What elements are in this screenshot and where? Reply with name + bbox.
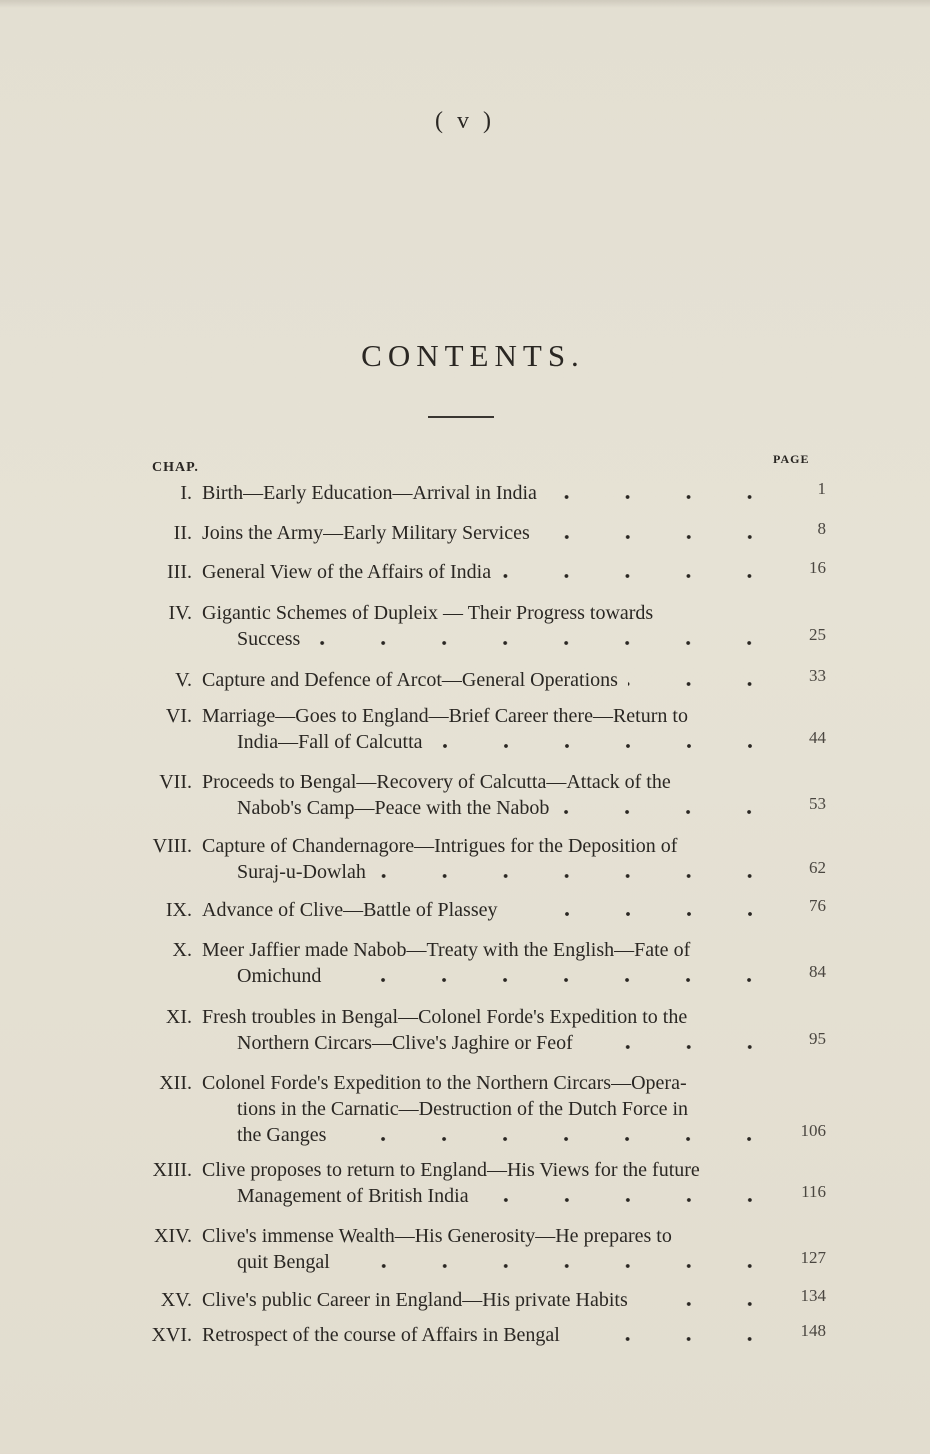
chapter-number: XIV. <box>154 1225 192 1247</box>
dot-leader <box>479 1183 780 1209</box>
page-number: 76 <box>809 896 826 915</box>
chapter-number: XVI. <box>151 1324 192 1346</box>
dot-leader <box>336 1122 780 1148</box>
chapter-title-text: Fresh troubles in Bengal—Colonel Forde's Expedition to the <box>202 1006 688 1028</box>
chapter-title-line <box>202 667 780 693</box>
chapter-title-line <box>237 1096 780 1122</box>
dot-leader <box>559 795 780 821</box>
chapter-title-text: Clive's public Career in England—His private Habits <box>202 1289 628 1311</box>
chapter-number: XII. <box>159 1072 192 1094</box>
chapter-number: III. <box>167 561 192 583</box>
chapter-number: XV. <box>160 1289 192 1311</box>
dot-leader <box>628 667 780 693</box>
page-number: 1 <box>817 479 826 498</box>
page-number: 8 <box>817 519 826 538</box>
dot-leader <box>310 626 780 652</box>
chapter-title-line <box>237 1183 780 1209</box>
chap-column-header: CHAP. <box>152 460 199 475</box>
chapter-title-text: General View of the Affairs of India <box>202 561 492 583</box>
chapter-title-text: Management of British India <box>237 1185 469 1207</box>
chapter-title-line <box>202 520 780 546</box>
chapter-number: V. <box>175 669 192 691</box>
chapter-title-line <box>237 859 780 885</box>
chapter-title-line <box>202 1157 780 1183</box>
page-number: 116 <box>801 1182 826 1201</box>
chapter-number: X. <box>172 939 192 961</box>
chapter-title-text: Retrospect of the course of Affairs in Bengal <box>202 1324 560 1346</box>
chapter-number: II. <box>173 522 192 544</box>
chapter-title-line <box>237 1030 780 1056</box>
page-number: 148 <box>800 1321 826 1340</box>
chapter-title-text: tions in the Carnatic—Destruction of the Dutch Force in <box>237 1098 689 1120</box>
chapter-title-line <box>202 1322 780 1348</box>
chapter-title-line <box>202 1070 780 1096</box>
dot-leader <box>331 963 780 989</box>
chapter-title-text: Northern Circars—Clive's Jaghire or Feof <box>237 1032 573 1054</box>
dot-leader <box>540 520 780 546</box>
chapter-number: I. <box>180 482 192 504</box>
chapter-title-text: Nabob's Camp—Peace with the Nabob <box>237 797 550 819</box>
chapter-title-line <box>202 559 780 585</box>
chapter-title-line <box>202 1287 780 1313</box>
chapter-title-line <box>202 1004 780 1030</box>
chapter-title-text: Colonel Forde's Expedition to the Northern Circars—Opera- <box>202 1072 687 1094</box>
page-number: 134 <box>800 1286 826 1305</box>
chapter-number: XIII. <box>152 1159 192 1181</box>
page-number: 127 <box>800 1248 826 1267</box>
page-number: 84 <box>809 962 826 981</box>
chapter-title-line <box>202 897 780 923</box>
dot-leader <box>376 859 780 885</box>
chapter-title-line <box>202 1223 780 1249</box>
chapter-title-line <box>237 1122 780 1148</box>
chapter-title-text: Joins the Army—Early Military Services <box>202 522 530 544</box>
chapter-title-line <box>202 600 780 626</box>
dot-leader <box>508 897 781 923</box>
chapter-title-text: Success <box>237 628 301 650</box>
page-number: 95 <box>809 1029 826 1048</box>
dot-leader <box>501 559 780 585</box>
chapter-title-line <box>202 937 780 963</box>
chapter-number: VIII. <box>152 835 192 857</box>
chapter-title-line <box>202 480 780 506</box>
chapter-title-text: Omichund <box>237 965 322 987</box>
page-number: 25 <box>809 625 826 644</box>
chapter-title-line <box>237 626 780 652</box>
chapter-title-line <box>237 1249 780 1275</box>
chapter-title-line <box>237 729 780 755</box>
chapter-title-text: Proceeds to Bengal—Recovery of Calcutta—Attack of the <box>202 771 671 793</box>
page-folio: ( v ) <box>435 108 495 134</box>
page-number: 62 <box>809 858 826 877</box>
page-number: 44 <box>809 728 826 747</box>
chapter-title-line <box>237 963 780 989</box>
dot-leader <box>638 1287 780 1313</box>
chapter-number: IV. <box>168 602 192 624</box>
chapter-title-text: Clive's immense Wealth—His Generosity—He prepares to <box>202 1225 672 1247</box>
chapter-number: VI. <box>165 705 192 727</box>
chapter-title-text: the Ganges <box>237 1124 327 1146</box>
page-number: 16 <box>809 558 826 577</box>
chapter-title-text: Birth—Early Education—Arrival in India <box>202 482 537 504</box>
chapter-number: XI. <box>165 1006 192 1028</box>
chapter-number: IX. <box>165 899 192 921</box>
page-number: 33 <box>809 666 826 685</box>
page-number: 53 <box>809 794 826 813</box>
chapter-title-text: Clive proposes to return to England—His Views for the future <box>202 1159 700 1181</box>
chapter-title-text: quit Bengal <box>237 1251 330 1273</box>
chapter-title-text: Capture and Defence of Arcot—General Operations <box>202 669 618 691</box>
page-column-header: PAGE <box>773 452 810 466</box>
chapter-title-text: Advance of Clive—Battle of Plassey <box>202 899 498 921</box>
chapter-title-line <box>202 703 780 729</box>
page-title: CONTENTS. <box>361 338 585 373</box>
dot-leader <box>433 729 780 755</box>
chapter-title-text: Suraj-u-Dowlah <box>237 861 366 883</box>
chapter-title-line <box>237 795 780 821</box>
chapter-title-text: Capture of Chandernagore—Intrigues for the Deposition of <box>202 835 678 857</box>
chapter-title-line <box>202 833 780 859</box>
title-rule <box>428 416 494 418</box>
dot-leader <box>583 1030 780 1056</box>
chapter-title-text: Marriage—Goes to England—Brief Career there—Return to <box>202 705 688 727</box>
page-number: 106 <box>800 1121 826 1140</box>
chapter-title-text: Gigantic Schemes of Dupleix — Their Progress towards <box>202 602 654 624</box>
chapter-number: VII. <box>159 771 192 793</box>
dot-leader <box>570 1322 780 1348</box>
dot-leader <box>547 480 780 506</box>
chapter-title-text: Meer Jaffier made Nabob—Treaty with the English—Fate of <box>202 939 691 961</box>
dot-leader <box>340 1249 780 1275</box>
chapter-title-text: India—Fall of Calcutta <box>237 731 423 753</box>
chapter-title-line <box>202 769 780 795</box>
